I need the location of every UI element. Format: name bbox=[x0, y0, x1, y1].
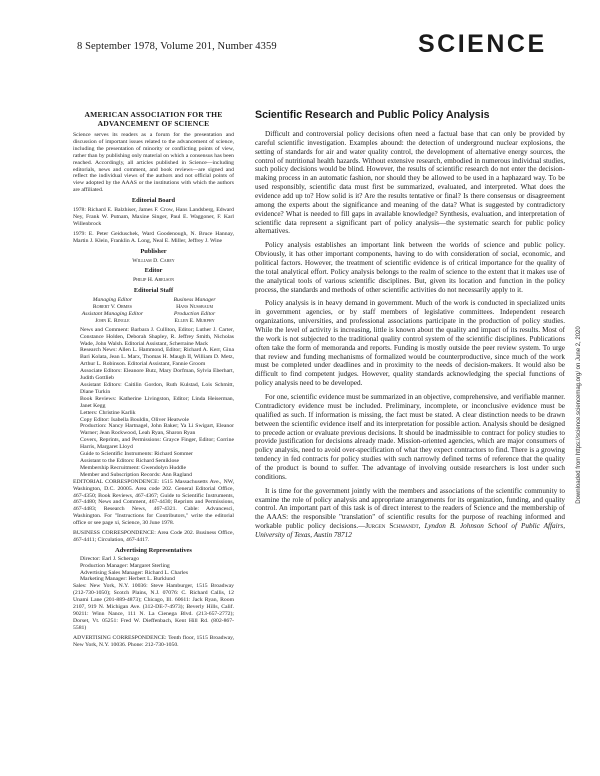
editorial-correspondence: EDITORIAL CORRESPONDENCE: 1515 Massachusetts Ave., NW, Washington, D.C. 20005. Area code 202. General Editorial Office, 467-4350; Book Reviews, 467-4367; Guide to Scientific Instruments, 467-4480; News and Comment, 467-4430; Reprints and Permissions, 467-4483; Research News, 467-4321. Cable: Advancesci, Washington. For "Instructions for Contributors," write the editorial office or see page xi, Science, 30 June 1978. bbox=[73, 478, 234, 527]
advertising-line: Production Manager: Margaret Sterling bbox=[80, 562, 170, 569]
staff-name: Ellen E. Murphy bbox=[174, 317, 215, 324]
advertising-correspondence: ADVERTISING CORRESPONDENCE: Tenth floor, 1515 Broadway, New York, N.Y. 10036. Phone: 212-730-1050. bbox=[73, 634, 234, 648]
staff-line: Production: Nancy Hartnagel, John Baker; Ya Li Swigart, Eleanor Warner; Jean Rockwood, Leah Ryan, Sharon Ryan bbox=[80, 423, 234, 437]
board-1978: 1978: Richard E. Balzhiser, James F. Crow, Hans Landsberg, Edward Ney, Frank W. Putnam, Maxine Singer, Paul E. Waggoner, F. Karl Willenbrock bbox=[73, 207, 234, 227]
staff-line: Member and Subscription Records: Ann Ragland bbox=[80, 471, 192, 478]
staff-row bbox=[73, 297, 234, 304]
editor-heading: Editor bbox=[144, 267, 163, 275]
editorial-paragraph: Difficult and controversial policy decisions often need a factual base that can only be provided by careful scientific investigation. Examples abound: the detection of underground nuclear explosions, the setting of standards for air and water quality control, the development of alternative energy sources, the control of nutritional health hazards. Without extensive research, embodied in numerous individual studies, such policy decisions would be blind. However, the results of scientific research do not enter the decision-making process in an automatic fashion, nor should they be allowed to be used in a haphazard way. To be used responsibly, scientific data must first be summarized, evaluated, and interpreted. What does the evidence add up to? How solid is it? Are the results tentative or final? Is there consensus or disagreement among the experts about the significance and meaning of the data? What is suggested by contradictory evidence? What is needed to fill gaps in available knowledge? Synthesis, evaluation, and interpretation of scientific data represent a significant part of policy analysis—the systematic search for public policy alternatives. bbox=[255, 130, 565, 236]
editorial-board-heading: Editorial Board bbox=[131, 197, 176, 205]
editorial-title: Scientific Research and Public Policy Analysis bbox=[255, 109, 490, 121]
staff-line: Guide to Scientific Instruments: Richard Sommer bbox=[80, 451, 193, 458]
editorial-staff-heading: Editorial Staff bbox=[133, 287, 174, 295]
closing-paragraph-text: It is time for the government jointly with the members and associations of the scientific community to examine the role of policy analysis and appropriate arrangements for its organization, funding, and quality control. An important part of this task is of direct interest to the readers of Science and the membership of the AAAS: the responsible "translation" of scientific results for the purpose of reaching informed and workable public policy decisions. bbox=[255, 486, 565, 531]
staff-row bbox=[73, 318, 234, 325]
masthead-sidebar bbox=[73, 110, 234, 758]
download-watermark: Downloaded from https://science.sciencemag.org/ on June 2, 2020 bbox=[576, 326, 582, 504]
staff-line: Assistant Editors: Caitilin Gordon, Ruth Kulstad, Lois Schmitt, Diane Turkin bbox=[80, 382, 234, 395]
staff-name: John E. Ringle bbox=[95, 317, 130, 324]
staff-role: Business Manager bbox=[173, 297, 216, 304]
advertising-line: Advertising Sales Manager: Richard L. Charles bbox=[80, 569, 189, 576]
editorial-paragraph: Policy analysis is in heavy demand in government. Much of the work is conducted in specialized units in government agencies, or by staff members of legislative committees. Independent research organizations, universities, and professional associations participate in the production of policy studies. While the level of activity is increasing, little is known about the quality and impact of its results. Most of the work is not subjected to the traditional quality control system of the scientific disciplines. Publications often take the form of memoranda and reports. Funding is mostly outside the peer review system. To urge that review and funding mechanisms of formalized would be counterproductive, since much of the work must be completed under deadlines and in proximity to the needs of decision-makers. It would also be difficult to find competent judges. However, quality standards acknowledging the special functions of policy analysis need to be developed. bbox=[255, 299, 565, 388]
advertising-heading: Advertising Representatives bbox=[115, 546, 192, 554]
publisher-name: William D. Carey bbox=[132, 257, 175, 264]
staff-name: Hans Nussbaum bbox=[176, 304, 214, 311]
editorial-body bbox=[255, 130, 565, 762]
staff-line: Research News: Allen L. Hammond, Editor; Richard A. Kerr, Gina Bari Kolata, Jean L. Marx, Thomas H. Maugh II, William D. Metz, Arthur L. Robinson. Editorial Assistant, Fannie Groom bbox=[80, 347, 234, 368]
publisher-heading: Publisher bbox=[140, 247, 167, 255]
staff-role: Managing Editor bbox=[92, 297, 133, 304]
staff-role: Production Editor bbox=[173, 310, 216, 317]
issue-dateline: 8 September 1978, Volume 201, Number 4359 bbox=[77, 41, 277, 52]
advertising-line: Marketing Manager: Herbert L. Burklund bbox=[80, 576, 175, 583]
staff-line: Copy Editor: Isabella Bouldin, Oliver Heatwole bbox=[80, 416, 189, 423]
author-affiliation: Lyndon B. Johnson School of Public Affairs, University of Texas, Austin 78712 bbox=[255, 522, 565, 539]
journal-masthead: SCIENCE bbox=[418, 30, 547, 58]
business-correspondence: BUSINESS CORRESPONDENCE: Area Code 202. Business Office, 467-4411; Circulation, 467-4417. bbox=[73, 530, 234, 543]
staff-line: Membership Recruitment: Gwendolyn Huddle bbox=[80, 464, 186, 471]
staff-role: Assistant Managing Editor bbox=[81, 310, 144, 317]
staff-line: Letters: Christine Karlik bbox=[80, 409, 136, 416]
association-title: AMERICAN ASSOCIATION FOR THE ADVANCEMENT OF SCIENCE bbox=[84, 110, 223, 128]
author-signature: —Jurgen Schmandt, bbox=[358, 522, 421, 531]
sales-offices: Sales: New York, N.Y. 10036: Steve Hamburger, 1515 Broadway (212-730-1050); Scotch Plains, N.J. 07076: C. Richard Callis, 12 Unami Lane (201-889-4873); Chicago, Ill. 60611: Jack Ryan, Room 2107, 919 N. Michigan Ave. (312-DE-7-4973); Beverly Hills, Calif. 90211: Winn Nance, 111 N. La Cienega Blvd. (213-657-2772); Dorset, Vt. 05251: Fred W. Dieffenbach, Kent Hill Rd. (802-867-5581) bbox=[73, 583, 234, 631]
board-1979: 1979: E. Peter Geiduschek, Ward Goodenough, N. Bruce Hannay, Martin J. Klein, Franklin A. Long, Neal E. Miller, Jeffrey J. Wine bbox=[73, 230, 234, 244]
staff-line: Book Reviews: Katherine Livingston, Editor; Linda Heiserman, Janet Kegg bbox=[80, 395, 234, 409]
editorial-paragraph: Policy analysis establishes an important link between the worlds of science and public policy. Obviously, it has other important components, having to do with consideration of social, economic, and political factors. However, the treatment of scientific evidence is of critical importance for the quality of the total analytical effort. Policy analysis belongs to the realm of science to the extent that it makes use of the analytical tools of various scientific disciplines. But, given its location and function in the policy process, the standards and methods of other scientific activities do not necessarily apply to it. bbox=[255, 241, 565, 294]
staff-row bbox=[73, 304, 234, 311]
staff-line: Associate Editors: Eleanore Butz, Mary Dorfman, Sylvia Eberhart, Judith Gottlieb bbox=[80, 368, 234, 382]
editorial-paragraph bbox=[255, 487, 565, 540]
staff-row bbox=[73, 311, 234, 318]
staff-line: Assistant to the Editors: Richard Semiklose bbox=[80, 457, 180, 464]
staff-line: Covers, Reprints, and Permissions: Grayce Finger, Editor; Corrine Harris, Margaret Lloyd bbox=[80, 437, 234, 451]
editorial-paragraph: For one, scientific evidence must be summarized in an objective, comprehensive, and verifiable manner. Contradictory evidence must be included. Preliminary, incomplete, or inconclusive evidence must be qualified as such. If information is missing, the fact must be stated. A clear distinction needs to be drawn between the scientific evidence itself and its interpretation for possible action. Analysis should be designed to precede action or evaluate previous decisions. It should be inadmissible to contract for policy studies to provide justification for decisions already made. Mission-oriented agencies, which are major consumers of policy analysis, need to avoid over-specification of what they expect contractors to find. There is a growing tendency in fed contracts for policy studies with such narrowly defined terms of reference that the quality of the product is bound to suffer. The advantage of involving outside researchers is lost under such conditions. bbox=[255, 393, 565, 481]
editor-name: Philip H. Abelson bbox=[132, 277, 175, 284]
advertising-line: Director: Earl J. Scherago bbox=[80, 555, 140, 562]
staff-line: News and Comment: Barbara J. Culliton, Editor; Luther J. Carter, Constance Holden, Deborah Shapley, R. Jeffrey Smith, Nicholas Wade, John Walsh. Editorial Assistant, Scherraine Mack bbox=[80, 326, 234, 347]
mission-statement: Science serves its readers as a forum for the presentation and discussion of important issues related to the advancement of science, including the presentation of minority or conflicting points of view, rather than by publishing only material on which a consensus has been reached. Accordingly, all articles published in Science—including editorials, news and comment, and book reviews—are signed and reflect the individual views of the authors and not official points of view adopted by the AAAS or the institutions with which the authors are affiliated. bbox=[73, 132, 234, 194]
staff-name: Robert V. Ormes bbox=[92, 304, 133, 311]
